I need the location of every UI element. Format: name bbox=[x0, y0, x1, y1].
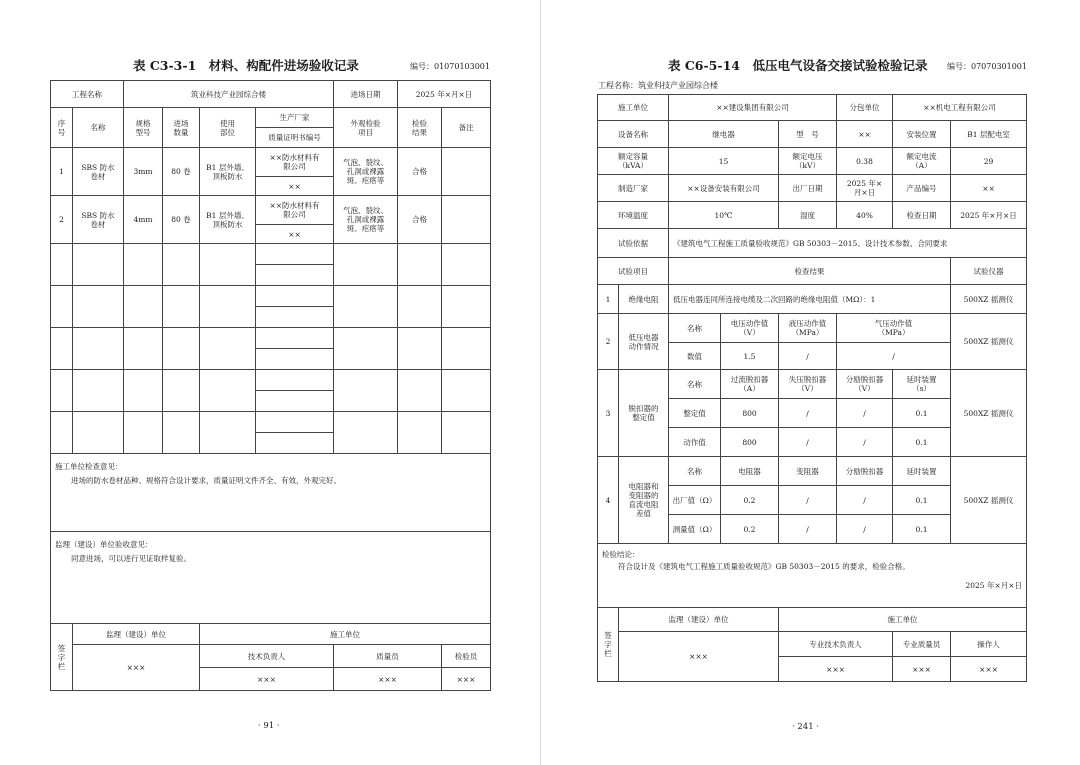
right-form-code: 编号：07070301001 bbox=[947, 62, 1027, 71]
role-label: 专业技术负责人 bbox=[779, 632, 893, 657]
test-value: / bbox=[779, 399, 837, 428]
test-value: / bbox=[837, 343, 951, 370]
empty-cell bbox=[73, 370, 124, 412]
empty-cell bbox=[256, 307, 334, 328]
empty-cell bbox=[73, 286, 124, 328]
row-remark bbox=[442, 196, 491, 244]
current-value: 29 bbox=[951, 148, 1027, 175]
sign-contractor-unit: 施工单位 bbox=[779, 608, 1027, 632]
empty-cell bbox=[200, 328, 256, 370]
serial-value: ×× bbox=[951, 175, 1027, 202]
test-value: / bbox=[837, 486, 893, 515]
right-project-line: 工程名称：筑业科技产业园综合楼 bbox=[598, 81, 718, 90]
test-row-label: 动作值 bbox=[669, 428, 721, 457]
factory-date-label: 出厂日期 bbox=[779, 175, 837, 202]
empty-cell bbox=[51, 244, 73, 286]
test-value: 0.1 bbox=[893, 486, 951, 515]
empty-cell bbox=[398, 244, 442, 286]
test-value: 800 bbox=[721, 428, 779, 457]
empty-cell bbox=[51, 412, 73, 454]
empty-cell bbox=[442, 328, 491, 370]
row-qty: 80 卷 bbox=[163, 148, 200, 196]
supervisor-opinion bbox=[51, 532, 491, 624]
empty-cell bbox=[256, 370, 334, 391]
header-seq: 序 号 bbox=[51, 108, 73, 148]
test-col-header: 气压动作值 （MPa） bbox=[837, 314, 951, 343]
empty-cell bbox=[163, 328, 200, 370]
empty-cell bbox=[442, 244, 491, 286]
empty-cell bbox=[256, 349, 334, 370]
row-result: 合格 bbox=[398, 196, 442, 244]
sign-supervisor-unit: 监理（建设）单位 bbox=[73, 624, 200, 645]
model-value: ×× bbox=[837, 121, 893, 148]
role-sign: ××× bbox=[334, 668, 442, 691]
test-name-label: 名称 bbox=[669, 457, 721, 486]
contractor-opinion bbox=[51, 454, 491, 532]
voltage-label: 额定电压 （kV） bbox=[779, 148, 837, 175]
location-label: 安装位置 bbox=[893, 121, 951, 148]
current-label: 额定电流 （A） bbox=[893, 148, 951, 175]
empty-cell bbox=[334, 286, 398, 328]
empty-cell bbox=[200, 244, 256, 286]
row-usage: B1 层外墙、 顶板防水 bbox=[200, 196, 256, 244]
contractor-opinion-text: 进场的防水卷材品种、规格符合设计要求，质量证明文件齐全、有效，外观完好。 bbox=[71, 476, 341, 485]
test-instrument: 500XZ 摇测仪 bbox=[951, 457, 1027, 544]
empty-cell bbox=[256, 244, 334, 265]
empty-cell bbox=[124, 412, 163, 454]
test-row-label: 出厂值（Ω） bbox=[669, 486, 721, 515]
empty-cell bbox=[200, 370, 256, 412]
sub-label: 分包单位 bbox=[837, 95, 893, 121]
test-value: / bbox=[779, 515, 837, 544]
empty-cell bbox=[124, 244, 163, 286]
conclusion-date: 2025 年×月×日 bbox=[965, 581, 1023, 590]
test-item: 低压电器 动作情况 bbox=[619, 314, 669, 370]
test-col-header: 延时装置 bbox=[893, 457, 951, 486]
empty-cell bbox=[256, 391, 334, 412]
empty-cell bbox=[73, 412, 124, 454]
empty-cell bbox=[124, 370, 163, 412]
role-sign: ××× bbox=[200, 668, 334, 691]
capacity-label: 额定容量 （kVA） bbox=[598, 148, 669, 175]
sign-supervisor: ××× bbox=[619, 632, 779, 682]
row-cert: ×× bbox=[256, 177, 334, 196]
row-maker: ××防水材料有 限公司 bbox=[256, 196, 334, 225]
sub-value: ××机电工程有限公司 bbox=[893, 95, 1027, 121]
basis-label: 试验依据 bbox=[598, 229, 669, 258]
basis-value: 《建筑电气工程施工质量验收规范》GB 50303－2015、设计技术参数、合同要求 bbox=[669, 229, 1027, 258]
header-result: 检验 结果 bbox=[398, 108, 442, 148]
empty-cell bbox=[256, 265, 334, 286]
test-value: 800 bbox=[721, 399, 779, 428]
role-sign: ××× bbox=[779, 657, 893, 682]
row-name: SBS 防水 卷材 bbox=[73, 148, 124, 196]
role-label: 质量员 bbox=[334, 645, 442, 668]
maker-label: 制造厂家 bbox=[598, 175, 669, 202]
empty-cell bbox=[334, 244, 398, 286]
project-label: 工程名称 bbox=[51, 81, 124, 108]
role-sign: ××× bbox=[442, 668, 491, 691]
empty-cell bbox=[73, 244, 124, 286]
row-appearance: 气泡、裂纹、 孔洞或裸露 斑、疙瘩等 bbox=[334, 148, 398, 196]
empty-cell bbox=[163, 286, 200, 328]
empty-cell bbox=[398, 286, 442, 328]
capacity-value: 15 bbox=[669, 148, 779, 175]
header-qty: 进场 数量 bbox=[163, 108, 200, 148]
test-name-label: 名称 bbox=[669, 370, 721, 399]
test-name-label: 名称 bbox=[669, 314, 721, 343]
electrical-test-table bbox=[597, 94, 1027, 682]
left-form-code: 编号：01070103001 bbox=[410, 62, 490, 71]
voltage-value: 0.38 bbox=[837, 148, 893, 175]
test-value: / bbox=[779, 486, 837, 515]
empty-cell bbox=[163, 244, 200, 286]
conclusion-block bbox=[598, 544, 1027, 608]
row-result: 合格 bbox=[398, 148, 442, 196]
test-col-header: 变阻器 bbox=[779, 457, 837, 486]
test-col-header: 分励脱扣器 （V） bbox=[837, 370, 893, 399]
empty-cell bbox=[256, 412, 334, 433]
empty-cell bbox=[442, 412, 491, 454]
row-seq: 2 bbox=[51, 196, 73, 244]
test-item: 绝缘电阻 bbox=[619, 285, 669, 314]
location-value: B1 层配电室 bbox=[951, 121, 1027, 148]
test-item: 脱扣器的 整定值 bbox=[619, 370, 669, 457]
entry-date-value: 2025 年×月×日 bbox=[398, 81, 491, 108]
empty-cell bbox=[51, 328, 73, 370]
test-col-header: 电压动作值 （V） bbox=[721, 314, 779, 343]
supervisor-opinion-text: 同意进场，可以进行见证取样复验。 bbox=[71, 554, 191, 563]
test-col-header: 延时装置 （s） bbox=[893, 370, 951, 399]
temp-value: 10℃ bbox=[669, 202, 779, 229]
empty-cell bbox=[256, 433, 334, 454]
test-value-label: 数值 bbox=[669, 343, 721, 370]
factory-date-value: 2025 年× 月×日 bbox=[837, 175, 893, 202]
test-value: / bbox=[837, 399, 893, 428]
humidity-label: 湿度 bbox=[779, 202, 837, 229]
test-col-header: 液压动作值 （MPa） bbox=[779, 314, 837, 343]
row-usage: B1 层外墙、 顶板防水 bbox=[200, 148, 256, 196]
temp-label: 环境温度 bbox=[598, 202, 669, 229]
empty-cell bbox=[256, 328, 334, 349]
empty-cell bbox=[398, 370, 442, 412]
supervisor-opinion-label: 监理（建设）单位验收意见： bbox=[55, 540, 153, 549]
material-acceptance-table bbox=[50, 80, 491, 691]
test-value: 1.5 bbox=[721, 343, 779, 370]
row-remark bbox=[442, 148, 491, 196]
test-item: 电阻器和 变阻器的 直流电阻 差值 bbox=[619, 457, 669, 544]
test-value: / bbox=[779, 428, 837, 457]
test-col-header: 分励脱扣器 bbox=[837, 457, 893, 486]
empty-cell bbox=[163, 412, 200, 454]
empty-cell bbox=[442, 370, 491, 412]
test-date-label: 检查日期 bbox=[893, 202, 951, 229]
row-maker: ××防水材料有 限公司 bbox=[256, 148, 334, 177]
test-no: 3 bbox=[598, 370, 619, 457]
header-maker: 生产厂家 bbox=[256, 108, 334, 128]
test-col-header: 电阻器 bbox=[721, 457, 779, 486]
test-value: 0.1 bbox=[893, 515, 951, 544]
empty-cell bbox=[442, 286, 491, 328]
empty-cell bbox=[124, 328, 163, 370]
test-item-header: 试验项目 bbox=[598, 258, 669, 285]
test-no: 2 bbox=[598, 314, 619, 370]
role-label: 专业质量员 bbox=[893, 632, 951, 657]
test-result-header: 检查结果 bbox=[669, 258, 951, 285]
row-cert: ×× bbox=[256, 225, 334, 244]
test-row-label: 整定值 bbox=[669, 399, 721, 428]
contractor-label: 施工单位 bbox=[598, 95, 669, 121]
test-value: / bbox=[837, 428, 893, 457]
maker-value: ××设备安装有限公司 bbox=[669, 175, 779, 202]
role-sign: ××× bbox=[951, 657, 1027, 682]
right-page-number: · 241 · bbox=[792, 722, 820, 732]
row-spec: 4mm bbox=[124, 196, 163, 244]
empty-cell bbox=[200, 286, 256, 328]
row-seq: 1 bbox=[51, 148, 73, 196]
test-value: / bbox=[779, 343, 837, 370]
role-label: 技术负责人 bbox=[200, 645, 334, 668]
project-value: 筑业科技产业园综合楼 bbox=[124, 81, 334, 108]
row-spec: 3mm bbox=[124, 148, 163, 196]
role-sign: ××× bbox=[893, 657, 951, 682]
header-spec: 规格 型号 bbox=[124, 108, 163, 148]
header-usage: 使用 部位 bbox=[200, 108, 256, 148]
empty-cell bbox=[73, 328, 124, 370]
test-col-header: 过流脱扣器 （A） bbox=[721, 370, 779, 399]
equip-label: 设备名称 bbox=[598, 121, 669, 148]
empty-cell bbox=[398, 328, 442, 370]
row-appearance: 气泡、裂纹、 孔洞或裸露 斑、疙瘩等 bbox=[334, 196, 398, 244]
empty-cell bbox=[200, 412, 256, 454]
empty-cell bbox=[398, 412, 442, 454]
sign-supervisor-unit: 监理（建设）单位 bbox=[619, 608, 779, 632]
sign-supervisor: ××× bbox=[73, 645, 200, 691]
test-instrument: 500XZ 摇测仪 bbox=[951, 370, 1027, 457]
sign-column-label: 签 字 栏 bbox=[598, 608, 619, 682]
right-form-title: 表 C6-5-14 低压电气设备交接试验检验记录 bbox=[668, 58, 928, 73]
conclusion-text: 符合设计及《建筑电气工程施工质量验收规范》GB 50303－2015 的要求，检验合格。 bbox=[618, 562, 910, 571]
test-instrument: 500XZ 摇测仪 bbox=[951, 285, 1027, 314]
empty-cell bbox=[163, 370, 200, 412]
role-label: 操作人 bbox=[951, 632, 1027, 657]
sign-column-label: 签 字 栏 bbox=[51, 624, 73, 691]
empty-cell bbox=[51, 370, 73, 412]
test-col-header: 失压脱扣器 （V） bbox=[779, 370, 837, 399]
model-label: 型 号 bbox=[779, 121, 837, 148]
right-page bbox=[540, 0, 1080, 765]
test-value: 0.2 bbox=[721, 486, 779, 515]
humidity-value: 40% bbox=[837, 202, 893, 229]
test-date-value: 2025 年×月×日 bbox=[951, 202, 1027, 229]
empty-cell bbox=[124, 286, 163, 328]
test-value: 0.1 bbox=[893, 399, 951, 428]
row-qty: 80 卷 bbox=[163, 196, 200, 244]
contractor-value: ××建设集团有限公司 bbox=[669, 95, 837, 121]
test-no: 4 bbox=[598, 457, 619, 544]
role-label: 检验员 bbox=[442, 645, 491, 668]
test-row-label: 测量值（Ω） bbox=[669, 515, 721, 544]
entry-date-label: 进场日期 bbox=[334, 81, 398, 108]
test-value: 0.2 bbox=[721, 515, 779, 544]
test-instrument: 500XZ 摇测仪 bbox=[951, 314, 1027, 370]
empty-cell bbox=[334, 328, 398, 370]
header-appearance: 外观检验 项目 bbox=[334, 108, 398, 148]
empty-cell bbox=[334, 370, 398, 412]
sign-contractor-unit: 施工单位 bbox=[200, 624, 491, 645]
test-no: 1 bbox=[598, 285, 619, 314]
test-value: 0.1 bbox=[893, 428, 951, 457]
header-cert: 质量证明书编号 bbox=[256, 128, 334, 148]
left-page-number: · 91 · bbox=[258, 721, 280, 731]
conclusion-label: 检验结论： bbox=[602, 550, 640, 559]
header-remark: 备注 bbox=[442, 108, 491, 148]
test-instrument-header: 试验仪器 bbox=[951, 258, 1027, 285]
row-name: SBS 防水 卷材 bbox=[73, 196, 124, 244]
left-form-title: 表 C3-3-1 材料、构配件进场验收记录 bbox=[133, 58, 359, 73]
header-name: 名称 bbox=[73, 108, 124, 148]
test-value: / bbox=[837, 515, 893, 544]
test-result-text: 低压电器连同所连接电缆及二次回路的绝缘电阻值（MΩ）：1 bbox=[669, 285, 951, 314]
empty-cell bbox=[51, 286, 73, 328]
contractor-opinion-label: 施工单位检查意见： bbox=[55, 462, 123, 471]
equip-value: 继电器 bbox=[669, 121, 779, 148]
serial-label: 产品编号 bbox=[893, 175, 951, 202]
empty-cell bbox=[256, 286, 334, 307]
empty-cell bbox=[334, 412, 398, 454]
